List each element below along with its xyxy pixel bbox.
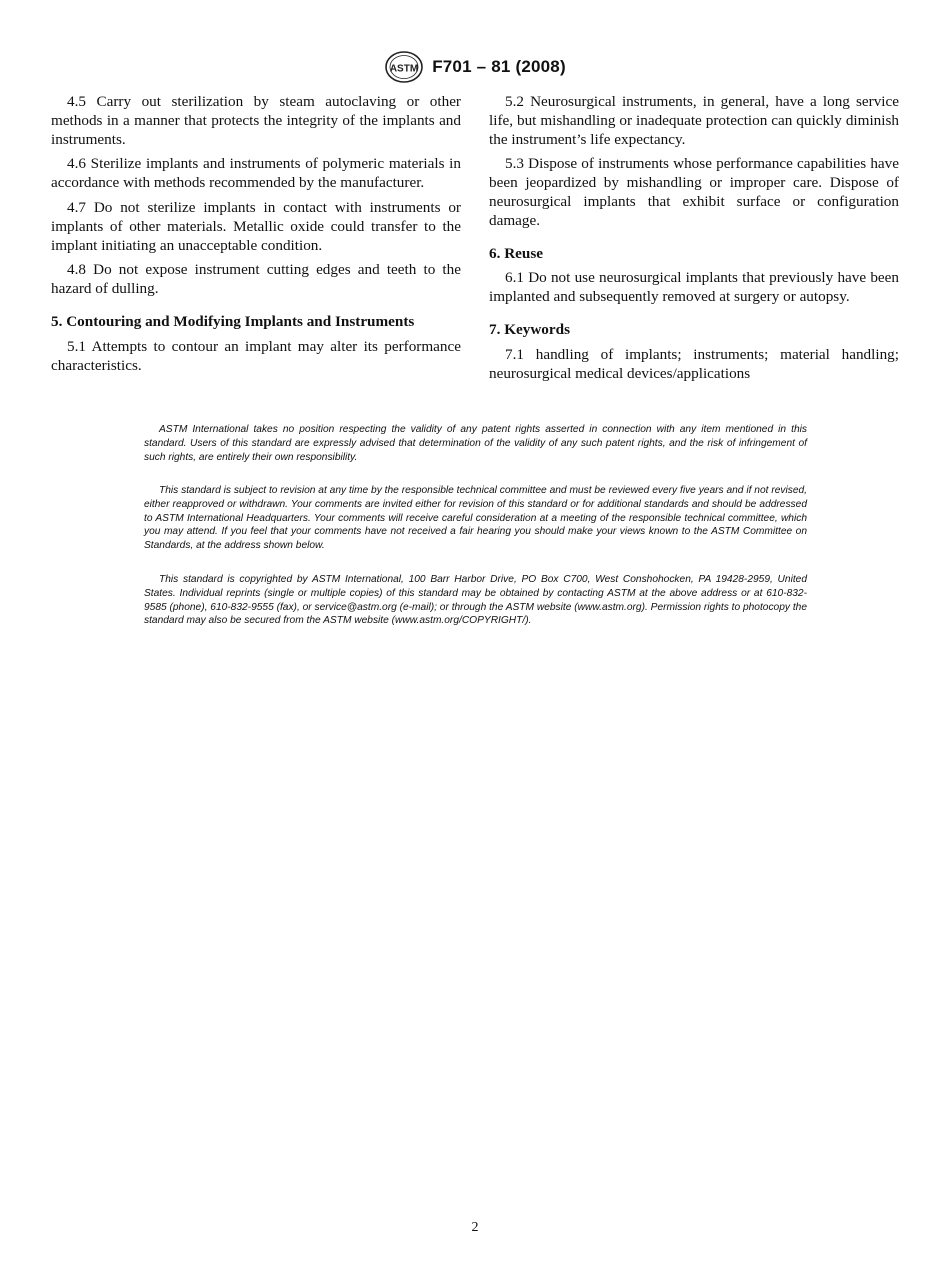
paragraph-7-1: 7.1 handling of implants; instruments; material handling; neurosurgical medical devices/applications bbox=[489, 345, 899, 382]
right-column bbox=[489, 93, 899, 389]
left-column bbox=[51, 93, 461, 381]
page-number: 2 bbox=[471, 1220, 479, 1235]
paragraph-5-3: 5.3 Dispose of instruments whose performance capabilities have been jeopardized by mishandling or improper care. Dispose of neurosurgical implants that exhibit surface or configuration damage. bbox=[489, 155, 899, 229]
section-7-heading: 7. Keywords bbox=[489, 320, 570, 338]
astm-logo-icon bbox=[384, 50, 424, 84]
paragraph-4-5: 4.5 Carry out sterilization by steam autoclaving or other methods in a manner that protects the integrity of the implants and instruments. bbox=[51, 93, 461, 148]
paragraph-6-1: 6.1 Do not use neurosurgical implants that previously have been implanted and subsequently removed at surgery or autopsy. bbox=[489, 269, 899, 306]
standard-designation: F701 – 81 (2008) bbox=[432, 57, 566, 76]
paragraph-5-2: 5.2 Neurosurgical instruments, in general, have a long service life, but mishandling or inadequate protection can quickly diminish the instrument’s life expectancy. bbox=[489, 93, 899, 148]
paragraph-4-6: 4.6 Sterilize implants and instruments of polymeric materials in accordance with methods recommended by the manufacturer. bbox=[51, 155, 461, 192]
svg-text:ASTM: ASTM bbox=[390, 63, 419, 75]
paragraph-4-7: 4.7 Do not sterilize implants in contact with instruments or implants of other materials. Metallic oxide could transfer to the implant initiating an unacceptable condition. bbox=[51, 198, 461, 254]
section-5-heading: 5. Contouring and Modifying Implants and Instruments bbox=[51, 312, 415, 330]
patent-notice: ASTM International takes no position respecting the validity of any patent rights asserted in connection with any item mentioned in this standard. Users of this standard are expressly advised that determination of the validity of any such patent rights, and the risk of infringement of such rights, are entirely their own responsibility. bbox=[144, 424, 807, 463]
paragraph-5-1: 5.1 Attempts to contour an implant may alter its performance characteristics. bbox=[51, 337, 461, 374]
revision-notice: This standard is subject to revision at any time by the responsible technical committee and must be reviewed every five years and if not revised, either reapproved or withdrawn. Your comments are invited either for revision of this standard or for additional standards and should be addressed to ASTM International Headquarters. Your comments will receive careful consideration at a meeting of the responsible technical committee, which you may attend. If you feel that your comments have not received a fair hearing you should make your views known to the ASTM Committee on Standards, at the address shown below. bbox=[144, 485, 807, 552]
copyright-notice: This standard is copyrighted by ASTM International, 100 Barr Harbor Drive, PO Box C700, West Conshohocken, PA 19428-2959, United States. Individual reprints (single or multiple copies) of this standard may be obtained by contacting ASTM at the above address or at 610-832-9585 (phone), 610-832-9555 (fax), or service@astm.org (e-mail); or through the ASTM website (www.astm.org). Permission rights to photocopy the standard may also be secured from the ASTM website (www.astm.org/COPYRIGHT/). bbox=[144, 574, 807, 627]
page-header bbox=[0, 50, 950, 84]
paragraph-4-8: 4.8 Do not expose instrument cutting edges and teeth to the hazard of dulling. bbox=[51, 261, 461, 298]
section-6-heading: 6. Reuse bbox=[489, 244, 543, 262]
